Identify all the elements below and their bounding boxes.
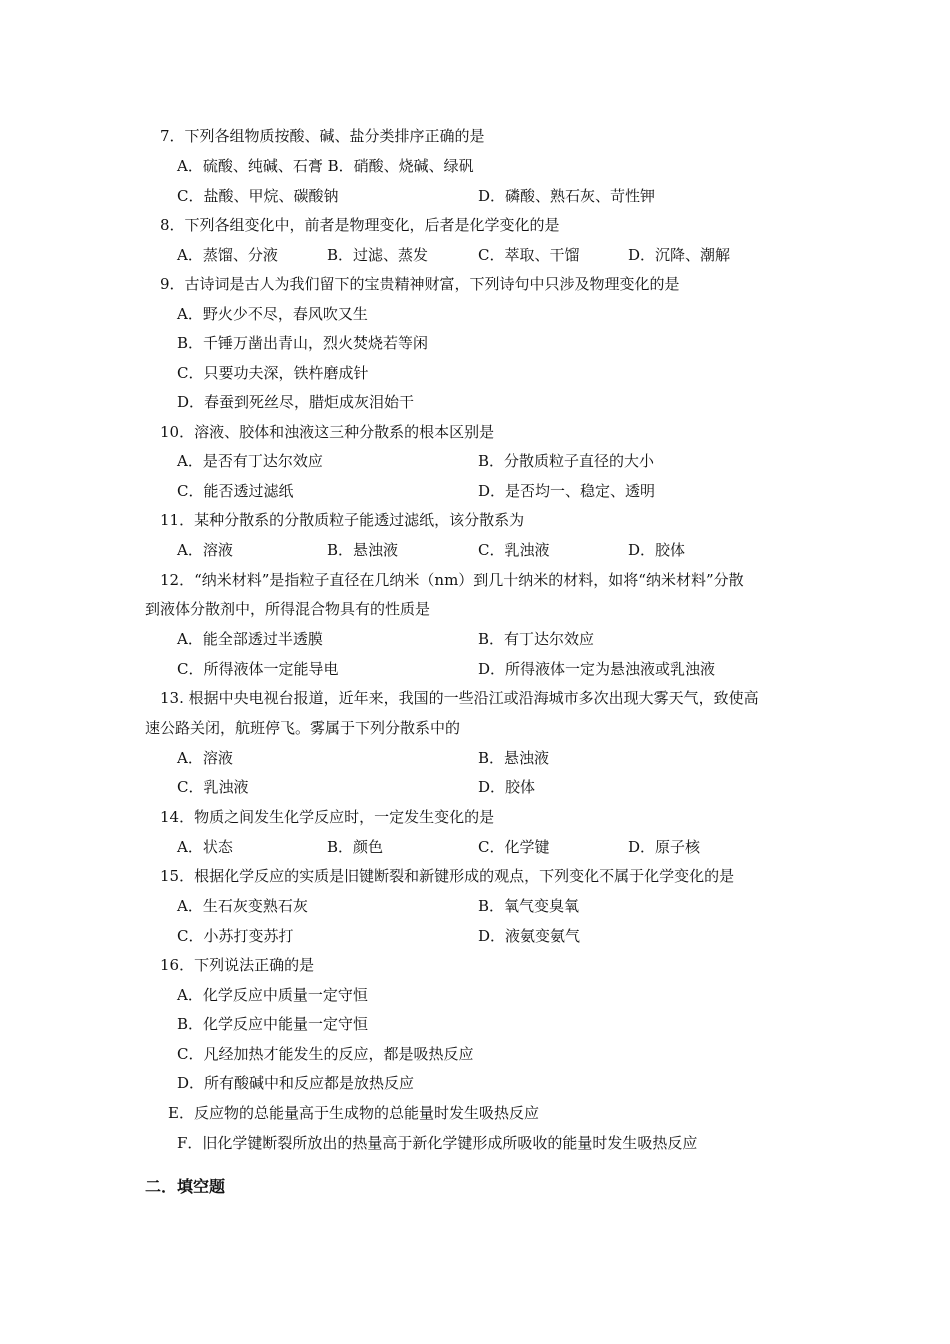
question-9-option-d: D．春蚕到死丝尽，腊炬成灰泪始干 [177, 393, 415, 411]
question-8-option-d: D．沉降、潮解 [628, 246, 731, 264]
question-14-option-a: A．状态 [177, 838, 233, 856]
question-12-option-b: B．有丁达尔效应 [478, 630, 595, 648]
question-8-stem: 8．下列各组变化中，前者是物理变化，后者是化学变化的是 [160, 216, 560, 234]
question-13-stem-continued: 速公路关闭，航班停飞。雾属于下列分散系中的 [145, 719, 461, 737]
question-13-option-d: D．胶体 [478, 778, 536, 796]
question-14-option-c: C．化学键 [478, 838, 550, 856]
question-14-stem: 14．物质之间发生化学反应时，一定发生变化的是 [160, 808, 495, 826]
question-15-stem: 15．根据化学反应的实质是旧键断裂和新键形成的观点，下列变化不属于化学变化的是 [160, 867, 735, 885]
question-11-option-d: D．胶体 [628, 541, 686, 559]
question-15-option-b: B．氧气变臭氧 [478, 897, 580, 915]
question-13-stem: 13. 根据中央电视台报道，近年来，我国的一些沿江或沿海城市多次出现大雾天气，致使高 [160, 689, 759, 707]
question-10-option-a: A．是否有丁达尔效应 [177, 452, 323, 470]
question-12-stem: 12．“纳米材料”是指粒子直径在几纳米（nm）到几十纳米的材料，如将“纳米材料”分散 [160, 571, 744, 589]
question-16-option-f: F．旧化学键断裂所放出的热量高于新化学键形成所吸收的能量时发生吸热反应 [177, 1134, 698, 1152]
question-14-option-d: D．原子核 [628, 838, 701, 856]
question-15-option-a: A．生石灰变熟石灰 [177, 897, 308, 915]
question-10-option-d: D．是否均一、稳定、透明 [478, 482, 656, 500]
question-16-option-e: E．反应物的总能量高于生成物的总能量时发生吸热反应 [168, 1104, 539, 1122]
question-12-stem-continued: 到液体分散剂中，所得混合物具有的性质是 [145, 600, 431, 618]
question-11-option-b: B．悬浊液 [327, 541, 399, 559]
question-11-option-a: A．溶液 [177, 541, 233, 559]
question-16-stem: 16．下列说法正确的是 [160, 956, 315, 974]
question-7-options-ab: A．硫酸、纯碱、石膏 B．硝酸、烧碱、绿矾 [177, 157, 474, 175]
question-16-option-a: A．化学反应中质量一定守恒 [177, 986, 368, 1004]
question-10-option-c: C．能否透过滤纸 [177, 482, 294, 500]
question-9-option-c: C．只要功夫深，铁杵磨成针 [177, 364, 369, 382]
question-16-option-b: B．化学反应中能量一定守恒 [177, 1015, 369, 1033]
question-7-option-c: C．盐酸、甲烷、碳酸钠 [177, 187, 339, 205]
question-15-option-c: C．小苏打变苏打 [177, 927, 294, 945]
question-10-option-b: B．分散质粒子直径的大小 [478, 452, 655, 470]
question-12-option-d: D．所得液体一定为悬浊液或乳浊液 [478, 660, 716, 678]
question-13-option-a: A．溶液 [177, 749, 233, 767]
question-8-option-c: C．萃取、干馏 [478, 246, 580, 264]
question-13-option-b: B．悬浊液 [478, 749, 550, 767]
question-10-stem: 10．溶液、胶体和浊液这三种分散系的根本区别是 [160, 423, 495, 441]
question-11-option-c: C．乳浊液 [478, 541, 550, 559]
question-12-option-a: A．能全部透过半透膜 [177, 630, 323, 648]
question-8-option-b: B．过滤、蒸发 [327, 246, 429, 264]
question-9-stem: 9．古诗词是古人为我们留下的宝贵精神财富，下列诗句中只涉及物理变化的是 [160, 275, 680, 293]
question-12-option-c: C．所得液体一定能导电 [177, 660, 339, 678]
question-13-option-c: C．乳浊液 [177, 778, 249, 796]
question-14-option-b: B．颜色 [327, 838, 384, 856]
question-16-option-c: C．凡经加热才能发生的反应，都是吸热反应 [177, 1045, 474, 1063]
section-heading-fill-in: 二．填空题 [145, 1177, 226, 1196]
question-11-stem: 11．某种分散系的分散质粒子能透过滤纸，该分散系为 [160, 511, 525, 529]
question-16-option-d: D．所有酸碱中和反应都是放热反应 [177, 1074, 415, 1092]
question-9-option-b: B．千锤万凿出青山，烈火焚烧若等闲 [177, 334, 429, 352]
question-8-option-a: A．蒸馏、分液 [177, 246, 278, 264]
question-7-option-d: D．磷酸、熟石灰、苛性钾 [478, 187, 656, 205]
question-9-option-a: A．野火少不尽，春风吹又生 [177, 305, 368, 323]
question-7-stem: 7．下列各组物质按酸、碱、盐分类排序正确的是 [160, 127, 485, 145]
question-15-option-d: D．液氨变氨气 [478, 927, 581, 945]
